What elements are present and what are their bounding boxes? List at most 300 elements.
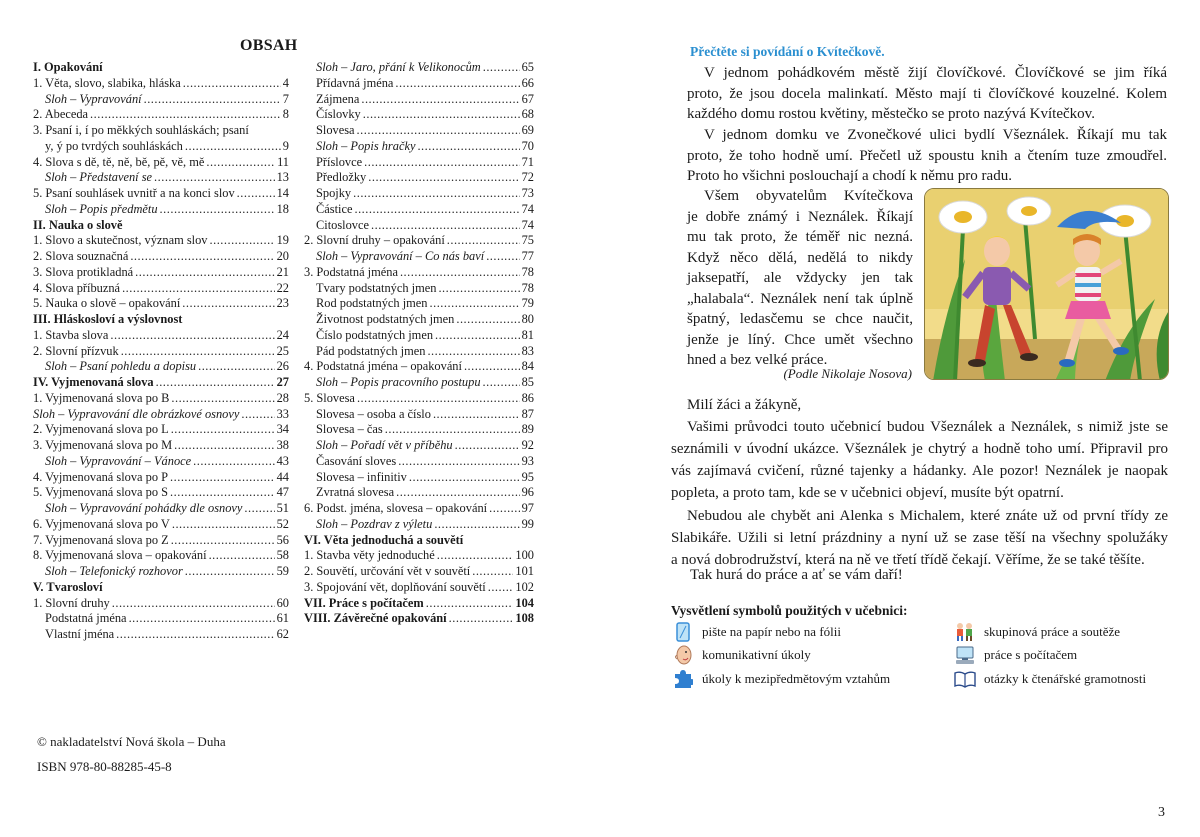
toc-entry-title: Slovesa <box>316 123 355 137</box>
toc-entry-title: 5. Slovesa <box>304 390 355 405</box>
toc-entry-title: IV. Vyjmenovaná slova <box>33 375 154 389</box>
legend-label: pište na papír nebo na fólii <box>702 624 841 639</box>
letter-paragraph-2 <box>671 505 1168 571</box>
toc-entry <box>33 564 289 580</box>
toc-entry-page: 68 <box>521 107 534 122</box>
toc-entry <box>33 92 289 108</box>
text-line: Slabikáře. Užili si letní prázdniny a nyní už se zase těší na všechny spolužáky <box>671 530 1168 546</box>
toc-entry-title: 3. Spojování vět, doplňování souvětí <box>304 579 486 594</box>
isbn-line: ISBN 978-80-88285-45-8 <box>37 759 172 774</box>
toc-leader-dots <box>396 485 520 501</box>
toc-entry <box>304 312 534 328</box>
toc-entry-page: 56 <box>276 532 289 547</box>
toc-leader-dots <box>110 328 274 344</box>
text-line: Všem obyvatelům Kvítečkova <box>704 188 913 204</box>
text-line: proto, že toho hodně umí. Přečetl už spoustu knih a čtením tuze zmoudřel. <box>687 147 1167 164</box>
toc-entry <box>33 359 289 375</box>
toc-entry <box>304 438 534 454</box>
toc-entry-page: 93 <box>521 453 534 468</box>
toc-entry-title: Číslo podstatných jmen <box>316 327 434 342</box>
letter-closing: Tak hurá do práce a ať se vám daří! <box>690 567 903 583</box>
toc-entry-title: Přídavná jména <box>316 75 394 90</box>
toc-entry-page: 38 <box>276 438 289 452</box>
toc-entry-page: 7 <box>282 91 289 106</box>
toc-entry <box>304 218 534 234</box>
toc-entry <box>304 501 534 517</box>
toc-entry-page: 21 <box>276 264 289 279</box>
toc-entry-title: Sloh – Telefonický rozhovor <box>45 564 183 578</box>
text-line: „halabala“. Neználek není tak úplně <box>687 290 913 307</box>
toc-entry <box>33 249 289 265</box>
legend-item-reading <box>954 669 1146 689</box>
toc-entry <box>304 375 534 391</box>
toc-entry-page: 19 <box>276 233 289 248</box>
toc-entry-page: 79 <box>521 296 534 311</box>
toc-entry-page: 22 <box>276 280 289 295</box>
toc-entry-title: y, ý po tvrdých souhláskách <box>45 138 183 153</box>
text-line: každého domu rostou květiny, městečko se proto nazývá Kvítečkov. <box>687 106 1095 122</box>
toc-entry-page: 28 <box>276 390 289 405</box>
toc-entry-title: VII. Práce s počítačem <box>304 595 424 610</box>
toc-entry-page: 23 <box>276 296 289 311</box>
toc-entry <box>304 391 534 407</box>
story-paragraph-2 <box>687 125 1167 187</box>
toc-entry-page: 85 <box>521 375 534 389</box>
toc-entry-title: 1. Stavba věty jednoduché <box>304 548 435 563</box>
toc-leader-dots <box>449 611 514 627</box>
toc-entry-page: 62 <box>276 627 289 641</box>
toc-entry-title: 6. Podst. jména, slovesa – opakování <box>304 501 488 515</box>
toc-entry <box>304 328 534 344</box>
illustration-drawing <box>925 189 1169 380</box>
toc-entry-page: 74 <box>521 201 534 216</box>
toc-leader-dots <box>438 281 519 297</box>
toc-entry <box>304 76 534 92</box>
toc-entry-title: I. Opakování <box>33 60 103 74</box>
toc-leader-dots <box>456 312 519 328</box>
computer-icon <box>954 645 976 665</box>
toc-entry-title: Sloh – Vypravování dle obrázkové osnovy <box>33 406 240 421</box>
toc-entry <box>304 296 534 312</box>
toc-leader-dots <box>241 407 274 423</box>
toc-entry-title: Sloh – Jaro, přání k Velikonocům <box>316 60 481 74</box>
toc-entry <box>33 170 289 186</box>
toc-entry-title: Číslovky <box>316 107 361 122</box>
toc-entry-page: 11 <box>277 154 289 169</box>
toc-leader-dots <box>363 107 520 123</box>
toc-entry <box>33 281 289 297</box>
toc-entry-page: 24 <box>276 327 289 342</box>
toc-entry-title: 7. Vyjmenovaná slova po Z <box>33 532 169 547</box>
tablet-icon <box>672 622 694 642</box>
toc-entry-page: 84 <box>521 359 534 374</box>
toc-leader-dots <box>170 485 275 501</box>
toc-leader-dots <box>210 233 275 249</box>
text-line: Proto ho všichni poslouchají a chodí k němu pro radu. <box>687 168 1012 184</box>
text-line: Vašimi průvodci touto učebnicí budou Všeználek a Neználek, s nimiž jste se <box>687 419 1168 435</box>
toc-entry-title: Částice <box>316 201 353 216</box>
toc-entry <box>33 422 289 438</box>
toc-leader-dots <box>361 92 519 108</box>
toc-leader-dots <box>130 249 274 265</box>
toc-entry-page: 87 <box>521 406 534 421</box>
toc-leader-dots <box>395 76 519 92</box>
toc-entry <box>33 391 289 407</box>
text-line: hned a bez velké práce. <box>687 352 828 368</box>
toc-entry-page: 13 <box>276 170 289 185</box>
toc-entry-title: Rod podstatných jmen <box>316 296 428 311</box>
legend-label: práce s počítačem <box>984 647 1078 662</box>
toc-entry <box>304 359 534 375</box>
toc-leader-dots <box>417 139 519 155</box>
toc-leader-dots <box>122 281 275 297</box>
toc-leader-dots <box>174 438 274 454</box>
toc-entry-page: 47 <box>276 485 289 500</box>
text-line: jenže je líný. Chce umět všechno <box>687 331 913 348</box>
toc-entry-page: 25 <box>276 343 289 358</box>
toc-leader-dots <box>409 470 520 486</box>
toc-entry-page: 83 <box>521 343 534 358</box>
toc-entry-page: 44 <box>276 469 289 484</box>
toc-entry-title: Zájmena <box>316 91 360 106</box>
toc-entry <box>33 611 289 627</box>
toc-entry <box>33 548 289 564</box>
toc-leader-dots <box>90 107 281 123</box>
toc-leader-dots <box>368 170 519 186</box>
toc-leader-dots <box>129 611 275 627</box>
imprint <box>37 729 226 779</box>
toc-entry-title: 5. Nauka o slově – opakování <box>33 296 181 311</box>
text-line: mu tak proto, že téměř nic nezná. <box>687 229 913 245</box>
toc-entry-page: 86 <box>521 390 534 405</box>
toc-leader-dots <box>354 202 519 218</box>
toc-entry-title: 3. Psaní i, í po měkkých souhláskách; psaní <box>33 123 249 137</box>
toc-entry-page: 8 <box>282 107 289 122</box>
toc-leader-dots <box>206 155 275 171</box>
story-paragraph-3 <box>687 186 913 371</box>
toc-leader-dots <box>398 454 519 470</box>
toc-entry <box>304 407 534 423</box>
toc-entry <box>33 580 289 596</box>
toc-column-1 <box>33 60 289 643</box>
toc-entry-page: 77 <box>521 249 534 263</box>
toc-entry <box>304 344 534 360</box>
toc-leader-dots <box>430 296 520 312</box>
toc-entry <box>33 344 289 360</box>
toc-leader-dots <box>371 218 520 234</box>
toc-entry-title: VIII. Závěrečné opakování <box>304 611 447 626</box>
toc-entry <box>33 233 289 249</box>
toc-entry-page: 102 <box>515 579 534 594</box>
toc-entry <box>33 60 289 76</box>
toc-entry-title: Vlastní jména <box>45 627 115 641</box>
toc-entry <box>33 296 289 312</box>
toc-entry <box>304 281 534 297</box>
toc-entry-title: Sloh – Vypravování <box>45 91 142 106</box>
toc-entry-title: 4. Vyjmenovaná slova po P <box>33 469 169 484</box>
toc-leader-dots <box>121 344 275 360</box>
toc-entry <box>304 470 534 486</box>
toc-entry <box>33 485 289 501</box>
toc-entry-title: 2. Slovní druhy – opakování <box>304 233 445 248</box>
toc-leader-dots <box>172 517 275 533</box>
toc-entry-title: Časování sloves <box>316 453 397 468</box>
toc-leader-dots <box>171 533 275 549</box>
text-line: popleta, a proto tam, kde se v učebnici objeví, musíte být opatrní. <box>671 485 1064 501</box>
toc-entry-title: Slovesa – infinitiv <box>316 469 407 484</box>
toc-entry <box>304 564 534 580</box>
toc-entry-page: 43 <box>276 453 289 468</box>
toc-entry-title: Zvratná slovesa <box>316 485 395 500</box>
text-line: seznámili v úvodní ukázce. Všeználek je chytrý a hodně toho umí. Připravil pro <box>671 441 1168 457</box>
toc-entry <box>304 233 534 249</box>
toc-entry-page: 101 <box>515 564 534 578</box>
story-source: (Podle Nikolaje Nosova) <box>783 366 912 381</box>
toc-entry-page: 92 <box>521 438 534 452</box>
toc-entry-page: 65 <box>521 60 534 74</box>
toc-entry-page: 81 <box>521 327 534 342</box>
toc-entry <box>304 202 534 218</box>
toc-leader-dots <box>455 438 520 454</box>
toc-leader-dots <box>160 202 275 218</box>
toc-leader-dots <box>193 454 274 470</box>
toc-entry-page: 61 <box>276 611 289 626</box>
toc-leader-dots <box>135 265 274 281</box>
toc-entry <box>304 60 534 76</box>
toc-entry-page: 99 <box>521 516 534 531</box>
letter-greeting: Milí žáci a žákyně, <box>687 397 802 413</box>
toc-entry-title: 5. Psaní souhlásek uvnitř a na konci slov <box>33 186 235 200</box>
toc-entry-title: 3. Vyjmenovaná slova po M <box>33 438 173 452</box>
toc-leader-dots <box>154 170 275 186</box>
toc-leader-dots <box>357 391 520 407</box>
toc-entry <box>33 155 289 171</box>
text-line: a nová dobrodružství, která na ně ve třetí třídě čekají. Věříme, že se také těšíte. <box>671 552 1145 568</box>
toc-leader-dots <box>182 296 274 312</box>
toc-entry-title: Citoslovce <box>316 217 369 232</box>
toc-entry-title: Sloh – Vypravování – Co nás baví <box>316 249 485 263</box>
toc-entry-title: Sloh – Pořadí vět v příběhu <box>316 438 453 452</box>
toc-entry-page: 89 <box>521 422 534 437</box>
toc-entry-title: 1. Stavba slova <box>33 327 109 342</box>
toc-leader-dots <box>483 375 520 391</box>
toc-entry <box>33 186 289 202</box>
text-line: špatný, ledasčemu se chce naučit, <box>687 311 913 327</box>
toc-leader-dots <box>433 407 520 423</box>
toc-entry <box>304 533 534 549</box>
toc-entry <box>304 265 534 281</box>
toc-entry <box>304 454 534 470</box>
text-line: jaksepatří, ale vždycky jen tak <box>687 270 913 286</box>
toc-leader-dots <box>170 470 275 486</box>
toc-leader-dots <box>427 344 519 360</box>
legend-item-computer <box>954 645 1077 665</box>
toc-entry-page: 4 <box>282 75 289 90</box>
toc-entry-page: 70 <box>521 138 534 153</box>
toc-entry-page: 108 <box>515 611 534 626</box>
toc-entry <box>33 328 289 344</box>
text-line: Nebudou ale chybět ani Alenka s Michalem, které znáte už od první třídy ze <box>687 508 1168 524</box>
toc-leader-dots <box>116 627 274 643</box>
toc-entry-page: 14 <box>276 186 289 200</box>
story-illustration <box>924 188 1169 380</box>
toc-entry-title: Sloh – Vypravování pohádky dle osnovy <box>45 501 243 515</box>
toc-leader-dots <box>357 123 520 139</box>
toc-entry-title: 2. Souvětí, určování vět v souvětí <box>304 564 471 578</box>
toc-entry-title: Pád podstatných jmen <box>316 343 426 358</box>
toc-entry-page: 100 <box>515 548 534 563</box>
legend-label: otázky k čtenářské gramotnosti <box>984 671 1147 686</box>
toc-entry-title: Podstatná jména <box>45 611 127 626</box>
toc-entry <box>304 107 534 123</box>
toc-entry-page: 97 <box>521 501 534 515</box>
toc-leader-dots <box>185 139 281 155</box>
toc-entry-title: Životnost podstatných jmen <box>316 312 455 326</box>
toc-leader-dots <box>144 92 281 108</box>
toc-leader-dots <box>385 422 520 438</box>
toc-entry <box>33 627 289 643</box>
toc-entry <box>33 107 289 123</box>
toc-entry <box>304 155 534 171</box>
legend-title: Vysvětlení symbolů použitých v učebnici: <box>671 603 908 618</box>
toc-entry <box>304 92 534 108</box>
toc-entry <box>304 485 534 501</box>
toc-entry-title: 4. Podstatná jména – opakování <box>304 359 462 374</box>
toc-entry-title: Slovesa – osoba a číslo <box>316 406 431 421</box>
toc-leader-dots <box>185 564 275 580</box>
toc-leader-dots <box>400 265 520 281</box>
toc-entry-title: Sloh – Popis hračky <box>316 138 416 153</box>
toc-leader-dots <box>171 422 275 438</box>
toc-leader-dots <box>353 186 519 202</box>
toc-entry <box>33 533 289 549</box>
toc-entry-page: 33 <box>276 406 289 421</box>
toc-entry-title: 2. Abeceda <box>33 107 89 122</box>
text-line: je dobře známý i Neználek. Říkají <box>687 208 913 225</box>
text-line: vás zajímavá cvičení, různé tajenky a hádanky. Ale pozor! Neználek je naopak <box>671 463 1168 479</box>
toc-entry-title: Sloh – Psaní pohledu a dopisu <box>45 359 197 374</box>
toc-entry-page: 96 <box>521 485 534 500</box>
toc-entry-title: V. Tvarosloví <box>33 579 103 594</box>
toc-leader-dots <box>486 249 519 265</box>
toc-entry <box>304 123 534 139</box>
legend-label: komunikativní úkoly <box>702 647 811 662</box>
toc-entry-page: 58 <box>276 548 289 563</box>
toc-leader-dots <box>183 76 281 92</box>
toc-column-2 <box>304 60 534 627</box>
toc-entry-title: III. Hláskosloví a výslovnost <box>33 312 183 326</box>
toc-entry-title: Sloh – Pozdrav z výletu <box>316 516 433 531</box>
toc-entry-title: 2. Vyjmenovaná slova po L <box>33 422 169 437</box>
legend-label: skupinová práce a soutěže <box>984 624 1121 639</box>
toc-leader-dots <box>489 501 520 517</box>
toc-entry <box>33 470 289 486</box>
toc-entry-page: 69 <box>521 123 534 137</box>
toc-leader-dots <box>112 596 275 612</box>
legend-item-communication <box>672 645 811 665</box>
letter-paragraph-1 <box>671 416 1168 504</box>
toc-entry-title: 1. Věta, slovo, slabika, hláska <box>33 75 181 90</box>
toc-leader-dots <box>209 548 275 564</box>
toc-entry <box>33 218 289 234</box>
toc-entry-page: 74 <box>521 217 534 232</box>
toc-leader-dots <box>364 155 519 171</box>
toc-entry-title: 1. Vyjmenovaná slova po B <box>33 390 170 405</box>
toc-leader-dots <box>426 596 514 612</box>
toc-leader-dots <box>171 391 274 407</box>
story-heading: Přečtěte si povídání o Kvítečkově. <box>690 44 885 59</box>
legend-item-write <box>672 622 841 642</box>
toc-entry <box>304 517 534 533</box>
toc-entry <box>304 249 534 265</box>
toc-entry <box>304 596 534 612</box>
toc-entry <box>304 611 534 627</box>
toc-entry-page: 66 <box>521 75 534 90</box>
toc-entry-title: 2. Slova souznačná <box>33 249 129 263</box>
text-line: V jednom pohádkovém městě žijí človíčkové. Človíčkové se jim říká <box>704 65 1167 81</box>
toc-entry-page: 95 <box>521 469 534 484</box>
legend-item-crosscurricular <box>672 669 890 689</box>
toc-entry <box>33 202 289 218</box>
toc-entry <box>33 407 289 423</box>
copyright-line: © nakladatelství Nová škola – Duha <box>37 734 226 749</box>
toc-leader-dots <box>488 580 514 596</box>
toc-entry-page: 9 <box>282 138 289 153</box>
toc-leader-dots <box>156 375 275 391</box>
puzzle-icon <box>672 669 694 689</box>
toc-entry-page: 34 <box>276 422 289 437</box>
toc-leader-dots <box>244 501 274 517</box>
group-icon <box>954 622 976 642</box>
text-line: V jednom domku ve Zvonečkové ulici bydlí Všeználek. Říkají mu tak <box>704 127 1167 143</box>
toc-entry-page: 18 <box>276 201 289 216</box>
toc-entry-page: 78 <box>521 280 534 295</box>
toc-entry-title: 5. Vyjmenovaná slova po S <box>33 485 169 500</box>
toc-entry <box>33 123 289 139</box>
toc-entry-title: Předložky <box>316 170 367 185</box>
toc-entry-page: 60 <box>276 595 289 610</box>
toc-entry-title: 3. Slova protikladná <box>33 264 134 279</box>
toc-entry-page: 52 <box>276 516 289 531</box>
toc-entry-page: 104 <box>515 595 534 610</box>
toc-entry-page: 20 <box>276 249 289 263</box>
toc-entry-title: 2. Slovní přízvuk <box>33 343 119 358</box>
toc-leader-dots <box>435 328 520 344</box>
toc-entry-title: 4. Slova příbuzná <box>33 280 121 295</box>
toc-entry-title: 4. Slova s dě, tě, ně, bě, pě, vě, mě <box>33 154 205 169</box>
toc-entry <box>33 375 289 391</box>
toc-entry-page: 67 <box>521 91 534 106</box>
toc-leader-dots <box>434 517 519 533</box>
toc-entry <box>33 139 289 155</box>
toc-leader-dots <box>198 359 275 375</box>
toc-leader-dots <box>483 60 520 76</box>
toc-entry-title: Sloh – Představení se <box>45 170 153 185</box>
text-line: Když něco dělá, nedělá to nikdy <box>687 249 913 266</box>
toc-entry-title: 8. Vyjmenovaná slova – opakování <box>33 548 207 563</box>
page-number: 3 <box>1158 805 1165 820</box>
toc-title: OBSAH <box>240 37 298 54</box>
toc-entry-title: Příslovce <box>316 154 363 169</box>
toc-entry-page: 27 <box>276 375 289 389</box>
toc-entry-title: VI. Věta jednoduchá a souvětí <box>304 532 464 547</box>
toc-entry-page: 72 <box>521 170 534 185</box>
toc-entry <box>33 312 289 328</box>
toc-entry-page: 73 <box>521 186 534 200</box>
book-icon <box>954 669 976 689</box>
toc-entry-title: Tvary podstatných jmen <box>316 280 437 295</box>
toc-entry-page: 75 <box>521 233 534 248</box>
